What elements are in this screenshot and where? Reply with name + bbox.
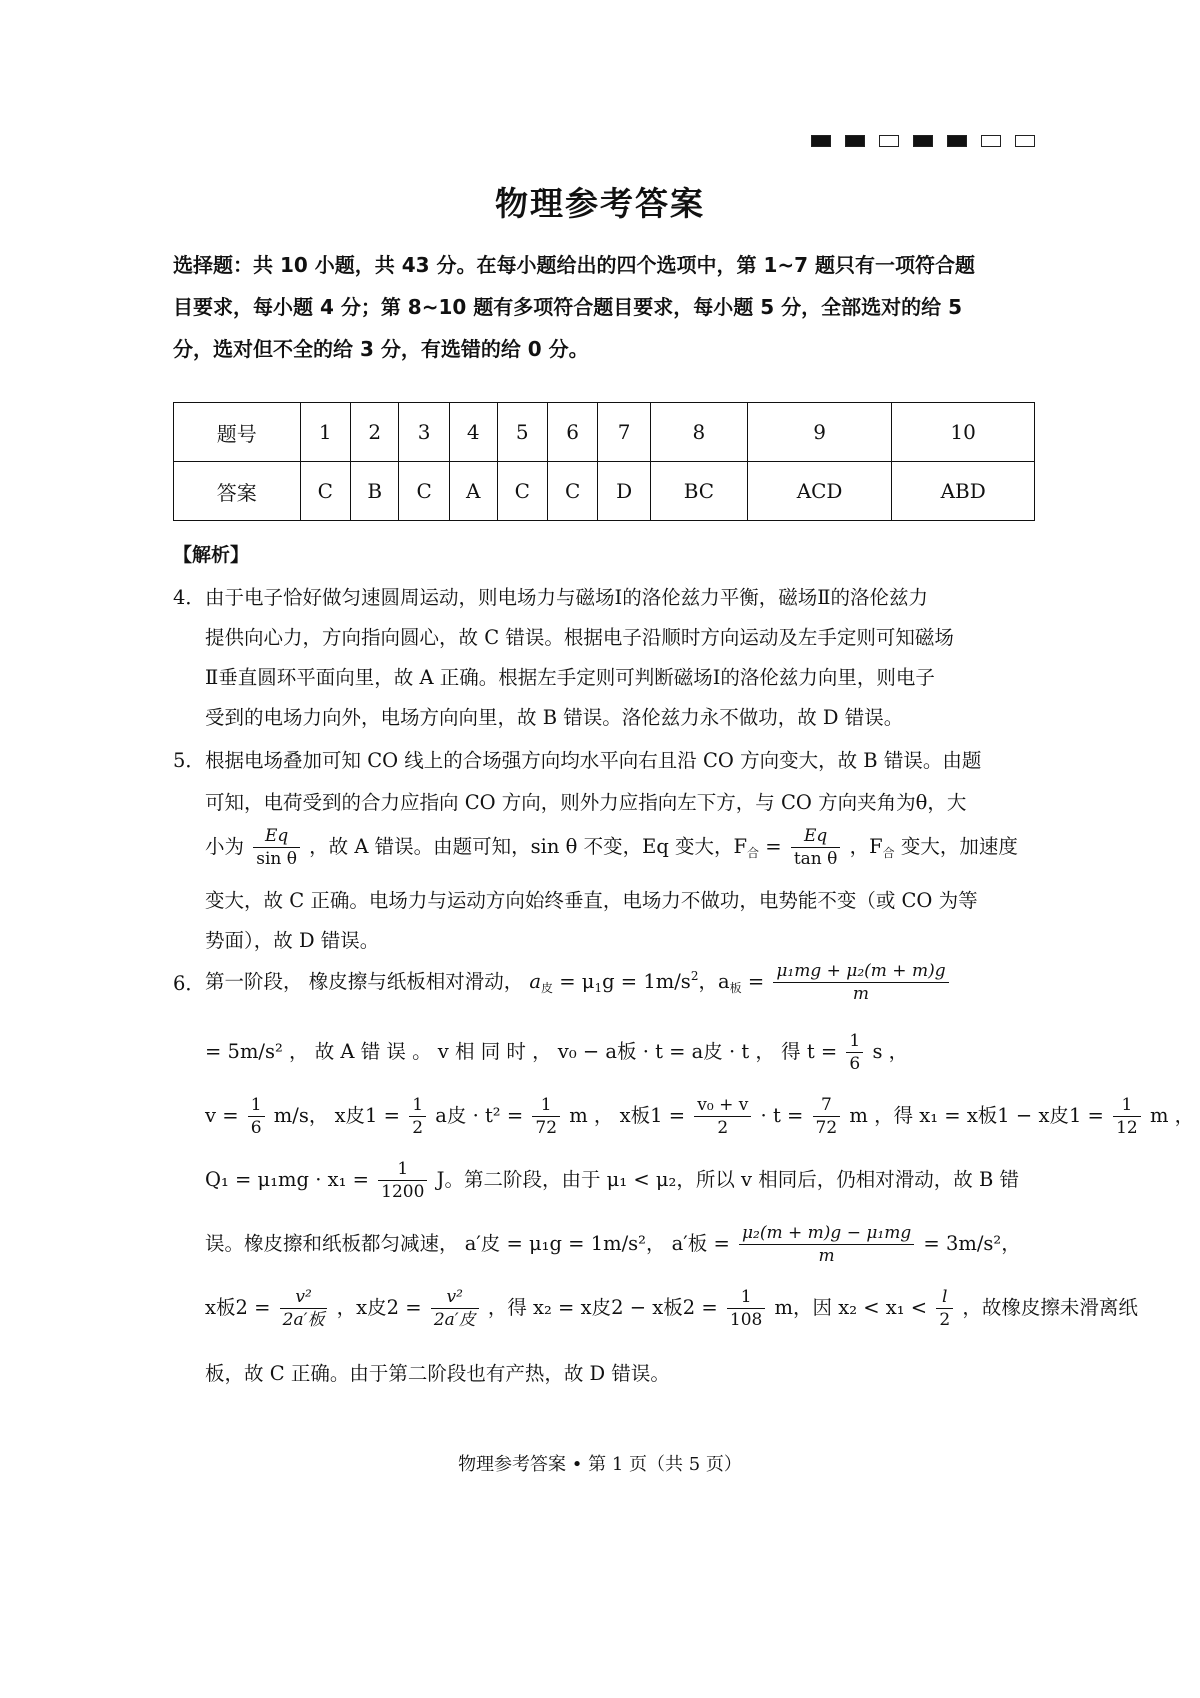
numerator: 1 [532,1094,560,1117]
numerator: v₀ + v [694,1094,751,1117]
solution-line: 可知，电荷受到的合力应指向 CO 方向，则外力应指向左下方，与 CO 方向夹角为θ，大 [205,791,967,814]
question-number: 5 [497,403,547,462]
question-label: 6． [173,972,205,995]
denominator: m [818,1246,835,1266]
denominator: 2 [412,1118,424,1138]
numerator: 1 [248,1094,265,1117]
text-run: ，得 x₂ = x皮2 − x板2 = [487,1296,718,1319]
solution-line [205,960,952,1005]
question-label: 4． [173,586,205,609]
answer-cell: B [350,462,398,521]
text-run: J。第二阶段，由于 μ₁ < μ₂，所以 v 相同后，仍相对滑动，故 B 错 [436,1168,1019,1191]
header-mark [947,135,967,147]
solution-line: 变大，故 C 正确。电场力与运动方向始终垂直，电场力不做功，电势能不变（或 CO 为等 [205,889,978,912]
intro-line: 分，选对但不全的给 3 分，有选错的给 0 分。 [173,337,589,361]
denominator: tan θ [793,849,838,869]
numerator: μ₁mg + μ₂(m + m)g [773,960,948,983]
subscript: 1 [594,981,603,995]
fraction [431,1286,479,1331]
denominator: 72 [815,1118,838,1138]
question-number: 8 [650,403,747,462]
fraction [378,1158,427,1203]
answer-cell: ACD [747,462,891,521]
numerator: 7 [813,1094,841,1117]
question-number: 2 [350,403,398,462]
denominator: 6 [849,1054,861,1074]
subscript: 合 [882,846,895,860]
question-label: 5． [173,749,205,772]
subscript: 皮 [541,981,554,995]
numerator: 1 [846,1030,863,1053]
solution-line [205,1222,1021,1267]
denominator: 12 [1116,1118,1138,1138]
intro-line: 目要求，每小题 4 分；第 8~10 题有多项符合题目要求，每小题 5 分，全部选对的给 5 [173,295,962,319]
fraction [739,1222,914,1267]
denominator: 2 [939,1310,951,1330]
text-run: = 5m/s² ， 故 A 错 误 。 v 相 同 时 ， v₀ − a板 · t = a皮 · t ， 得 t = [205,1040,838,1063]
header-mark [879,135,899,147]
solution-line [205,1286,1138,1331]
answer-cell: BC [650,462,747,521]
table-row-answers [174,462,1035,521]
subscript: 合 [747,846,760,860]
numerator: Eq [253,825,300,848]
solution-line: 由于电子恰好做匀速圆周运动，则电场力与磁场Ⅰ的洛伦兹力平衡，磁场Ⅱ的洛伦兹力 [205,586,928,609]
row-label: 题号 [174,403,301,462]
header-mark [981,135,1001,147]
numerator: 1 [727,1286,765,1309]
denominator: 108 [729,1310,763,1330]
subscript: 板 [729,981,742,995]
text-run: ，F [849,835,883,858]
fraction [1113,1094,1141,1139]
intro-paragraph [173,244,1043,370]
answer-cell: C [497,462,547,521]
header-marks [811,135,1035,147]
numerator: l [936,1286,953,1309]
solution-line: 受到的电场力向外，电场方向向里，故 B 错误。洛伦兹力永不做功，故 D 错误。 [205,706,904,729]
intro-line: 选择题：共 10 小题，共 43 分。在每小题给出的四个选项中，第 1~7 题只有一项符合题 [173,253,976,277]
numerator: Eq [791,825,841,848]
answer-cell: C [399,462,449,521]
text-run: x板2 = [205,1296,271,1319]
solution-line: 板，故 C 正确。由于第二阶段也有产热，故 D 错误。 [205,1362,670,1385]
text-run: ，x皮2 = [336,1296,422,1319]
text-run: 第一阶段， 橡皮擦与纸板相对滑动， [205,970,524,993]
denominator: 2a′皮 [433,1310,476,1330]
text-run: = [759,835,782,858]
question-number: 4 [449,403,497,462]
header-mark [1015,135,1035,147]
fraction [409,1094,426,1139]
answer-cell: C [547,462,597,521]
text-run: ，故橡皮擦未滑离纸 [962,1296,1138,1319]
denominator: sin θ [256,849,297,869]
fraction [532,1094,560,1139]
solution-line: 提供向心力，方向指向圆心，故 C 错误。根据电子沿顺时方向运动及左手定则可知磁场 [205,626,954,649]
superscript: 2 [690,969,699,983]
text-run: a [529,970,542,993]
fraction [280,1286,328,1331]
text-run: g = 1m/s [602,970,691,993]
text-run: Q₁ = μ₁mg · x₁ = [205,1168,369,1191]
numerator: μ₂(m + m)g − μ₁mg [739,1222,914,1245]
text-run: 小为 [205,835,245,858]
page-footer: 物理参考答案 • 第 1 页（共 5 页） [458,1454,742,1475]
text-run: 变大，加速度 [894,835,1018,858]
answer-table [173,402,1035,521]
text-run: = [741,970,765,993]
text-run: m/s， x皮1 = [273,1104,401,1127]
question-number: 6 [547,403,597,462]
answer-cell: A [449,462,497,521]
question-number: 1 [300,403,350,462]
text-run: m，因 x₂ < x₁ < [774,1296,928,1319]
solution-line [205,1158,1019,1203]
solution-line: 根据电场叠加可知 CO 线上的合场强方向均水平向右且沿 CO 方向变大，故 B 错误。由题 [205,749,982,772]
text-run: s ， [872,1040,909,1063]
text-run: ，故 A 错误。由题可知，sin θ 不变，Eq 变大，F [309,835,748,858]
numerator: 1 [378,1158,427,1181]
solution-line [205,1094,1194,1139]
solution-line: 势面），故 D 错误。 [205,929,380,952]
text-run: m ， x板1 = [569,1104,686,1127]
fraction [248,1094,265,1139]
solution-line [205,1030,908,1075]
numerator: v² [280,1286,328,1309]
numerator: v² [431,1286,479,1309]
denominator: 1200 [381,1182,425,1202]
header-mark [811,135,831,147]
question-number: 10 [892,403,1035,462]
solution-line: Ⅱ垂直圆环平面向里，故 A 正确。根据左手定则可判断磁场Ⅰ的洛伦兹力向里，则电子 [205,666,935,689]
analysis-heading: 【解析】 [173,544,250,566]
fraction [727,1286,765,1331]
text-run: m ， [1149,1104,1195,1127]
answer-cell: D [598,462,651,521]
denominator: m [852,984,870,1004]
text-run: m ，得 x₁ = x板1 − x皮1 = [849,1104,1104,1127]
fraction [791,825,841,870]
answer-cell: C [300,462,350,521]
fraction [694,1094,751,1139]
denominator: 2 [717,1118,729,1138]
fraction [846,1030,863,1075]
fraction [253,825,300,870]
question-number: 3 [399,403,449,462]
fraction [773,960,948,1005]
page-title: 物理参考答案 [495,184,705,223]
answer-cell: ABD [892,462,1035,521]
denominator: 72 [535,1118,558,1138]
denominator: 6 [250,1118,262,1138]
text-run: = 3m/s²， [923,1232,1021,1255]
text-run: · t = [760,1104,804,1127]
question-number: 7 [598,403,651,462]
question-number: 9 [747,403,891,462]
numerator: 1 [1113,1094,1141,1117]
denominator: 2a′板 [282,1310,325,1330]
header-mark [913,135,933,147]
text-run: v = [205,1104,239,1127]
text-run: = μ [553,970,595,993]
row-label: 答案 [174,462,301,521]
text-run: ，a [698,970,730,993]
solution-line [205,825,1018,870]
header-mark [845,135,865,147]
fraction [813,1094,841,1139]
fraction [936,1286,953,1331]
numerator: 1 [409,1094,426,1117]
text-run: 误。橡皮擦和纸板都匀减速， a′皮 = μ₁g = 1m/s²， a′板 = [205,1232,730,1255]
table-row-numbers [174,403,1035,462]
text-run: a皮 · t² = [435,1104,524,1127]
